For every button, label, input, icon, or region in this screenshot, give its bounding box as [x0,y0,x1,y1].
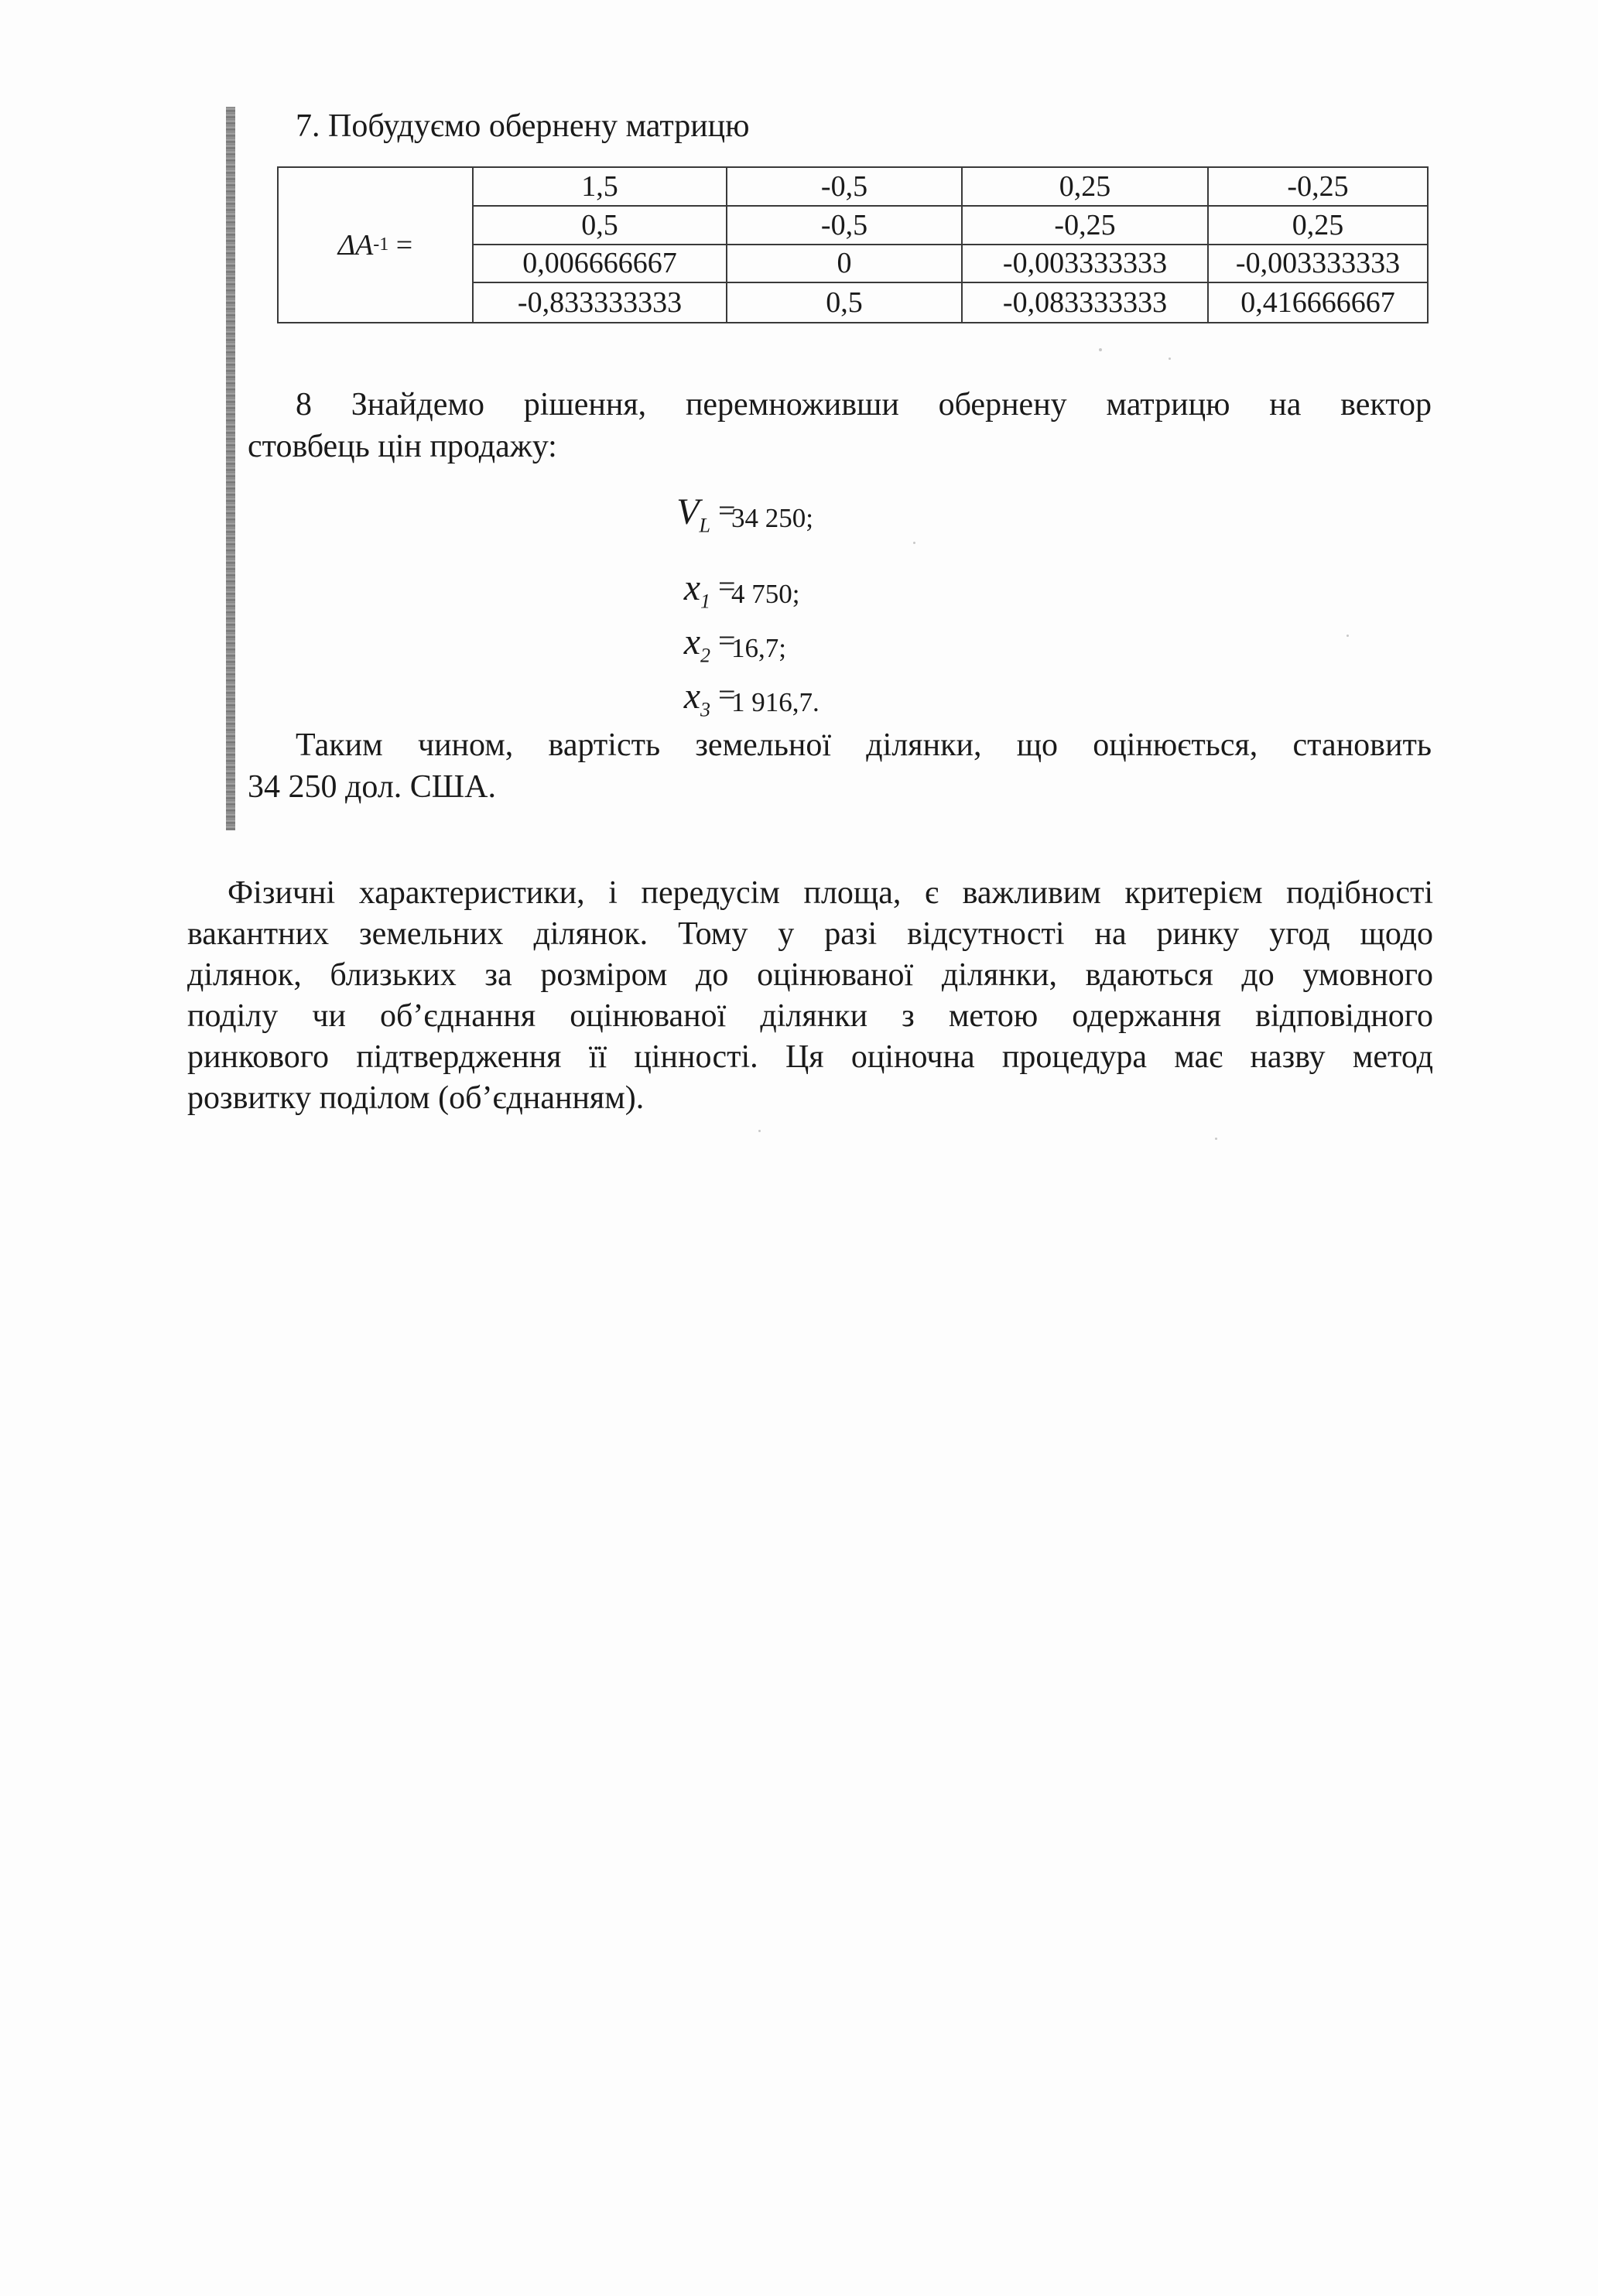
solution-equals: = [718,493,736,528]
matrix-cell: -0,003333333 [1209,245,1427,284]
scan-speck [1346,635,1349,637]
matrix-label-equals: = [388,228,413,262]
matrix-cell: 0,416666667 [1240,286,1395,320]
solution-row [611,489,921,536]
solution-variable: $V_L$ [676,491,710,537]
solution-variable: $x_1$ [683,567,710,613]
solution-equals: = [718,623,736,658]
matrix-label [279,168,474,322]
matrix-cell: 0 [727,245,963,284]
step-8-line: 8 Знайдемо рішення, перемноживши обернену матрицю на вектор [296,387,1432,423]
matrix-cell: -0,833333333 [474,283,727,322]
step-8-line: стовбець цін продажу: [248,429,557,464]
matrix-cell: 0,5 [474,207,727,245]
matrix-cell: -0,25 [1209,168,1427,207]
matrix-cell: 0,006666667 [474,245,727,284]
matrix-cell: 1,5 [474,168,727,207]
matrix-cell: 0,25 [963,168,1209,207]
matrix-cell: -0,25 [963,207,1209,245]
step-8-paragraph [248,384,1432,467]
main-paragraph-line: ринкового підтвердження її цінності. Ця оціночна процедура має назву метод [187,1039,1433,1075]
main-paragraph [187,873,1433,1119]
solution-variable: $x_2$ [683,621,710,667]
matrix-cell: -0,083333333 [963,283,1209,322]
result-paragraph [248,724,1432,808]
matrix-cell: 0,5 [727,283,963,322]
matrix-label-exponent: -1 [373,234,389,255]
step-7-heading: 7. Побудуємо обернену матрицю [296,108,750,144]
main-paragraph-line: ділянок, близьких за розміром до оцінюваної ділянки, вдаються до умовного [187,957,1433,993]
matrix-label-symbol: ΔA [337,228,374,262]
scan-speck [1099,348,1102,351]
scan-margin-bar [226,107,235,830]
solution-value: 16,7; [731,633,786,663]
matrix-cell: -0,5 [727,168,963,207]
solution-value: 4 750; [731,579,800,609]
matrix-cell: -0,003333333 [963,245,1209,284]
solution-equals: = [718,569,736,604]
solution-row [611,565,921,611]
result-line: Таким чином, вартість земельної ділянки, що оцінюється, становить [296,727,1432,763]
scan-speck [758,1130,761,1132]
scan-speck [1215,1138,1217,1140]
main-paragraph-line: поділу чи об’єднання оцінюваної ділянки з метою одержання відповідного [187,998,1433,1034]
main-paragraph-line: вакантних земельних ділянок. Тому у разі відсутності на ринку угод щодо [187,916,1433,952]
solution-value: 34 250; [731,503,813,533]
solution-row [611,619,921,666]
main-paragraph-line: Фізичні характеристики, і передусім площа, є важливим критерієм подібності [228,875,1433,911]
matrix-cell: 0,25 [1209,207,1427,245]
solution-value: 1 916,7. [731,687,820,717]
scan-speck [913,542,915,544]
solution-row [611,673,921,720]
scan-speck [1169,358,1171,360]
solution-variable: $x_3$ [683,676,710,721]
main-paragraph-line: розвитку поділом (об’єднанням). [187,1080,645,1116]
inverse-matrix-table [277,166,1429,323]
solution-equals: = [718,677,736,712]
result-line: 34 250 дол. США. [248,769,496,805]
matrix-grid [474,168,1427,322]
matrix-cell: -0,5 [727,207,963,245]
